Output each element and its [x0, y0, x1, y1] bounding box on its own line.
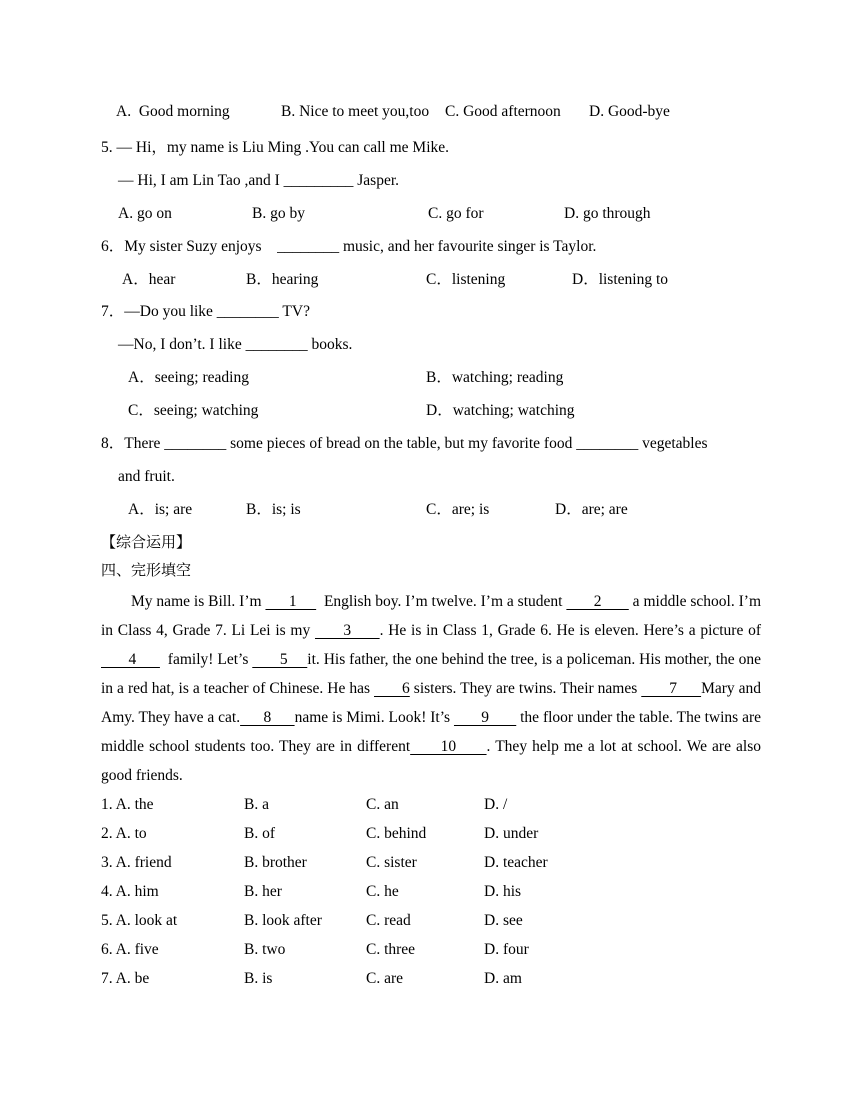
q4-option-a: A. Good morning [116, 103, 230, 120]
passage-text: the floor under the table. The twins are middle school students too. They are in different [101, 709, 762, 755]
passage-text: Mary and Amy. They have a cat. [101, 680, 762, 726]
q7-option-a: A．seeing; reading [128, 369, 249, 386]
blank-2: 2 [566, 593, 629, 610]
q7-line-2: —No, I don’t. I like ________ books. [118, 336, 353, 353]
q8-option-c: C．are; is [426, 501, 490, 518]
cloze-5-option-b: B. look after [244, 912, 322, 929]
q8-option-b: B．is; is [246, 501, 301, 518]
cloze-7-option-d: D. am [484, 970, 522, 987]
q5-option-b: B. go by [252, 205, 305, 222]
cloze-2-option-a: 2. A. to [101, 825, 147, 842]
cloze-4-option-c: C. he [366, 883, 399, 900]
cloze-2-option-b: B. of [244, 825, 275, 842]
cloze-7-option-b: B. is [244, 970, 273, 987]
blank-6: 6 [374, 680, 410, 697]
cloze-1-option-c: C. an [366, 796, 399, 813]
passage-text: name is Mimi. Look! It’s [294, 709, 454, 726]
passage-text: . They help me a lot at school. We are also good friends. [101, 738, 761, 784]
blank-8: 8 [240, 709, 295, 726]
q5-line-2: — Hi, I am Lin Tao ,and I _________ Jasper. [118, 172, 400, 189]
passage-text: sisters. They are twins. Their names [409, 680, 642, 697]
passage-text: it. His father, the one behind the tree, is a policeman. His mother, the one in a red hat, is a teacher of Chinese. He has [101, 651, 761, 697]
cloze-6-option-c: C. three [366, 941, 416, 958]
cloze-5-option-d: D. see [484, 912, 523, 929]
cloze-2-option-d: D. under [484, 825, 539, 842]
blank-10: 10 [410, 738, 487, 755]
blank-9: 9 [453, 709, 517, 726]
cloze-6-option-b: B. two [244, 941, 286, 958]
q5-line-1: 5. — Hi，my name is Liu Ming .You can call me Mike. [101, 139, 450, 156]
cloze-1-option-b: B. a [244, 796, 269, 813]
cloze-6-option-d: D. four [484, 941, 529, 958]
q4-option-b: B. Nice to meet you,too [281, 103, 430, 120]
q6-option-a: A．hear [122, 271, 176, 288]
q6-option-b: B．hearing [246, 271, 319, 288]
q8-option-a: A．is; are [128, 501, 193, 518]
cloze-3-option-b: B. brother [244, 854, 307, 871]
cloze-passage [101, 587, 761, 790]
blank-4: 4 [101, 651, 160, 668]
cloze-7-option-c: C. are [366, 970, 404, 987]
cloze-1-option-d: D. / [484, 796, 508, 813]
cloze-6-option-a: 6. A. five [101, 941, 159, 958]
passage-text: family! Let’s [159, 651, 253, 668]
section-title: 【综合运用】 [101, 533, 192, 551]
cloze-5-option-c: C. read [366, 912, 411, 929]
blank-1: 1 [265, 593, 317, 610]
cloze-4-option-d: D. his [484, 883, 522, 900]
q7-option-b: B．watching; reading [426, 369, 564, 386]
q8-line-2: and fruit. [118, 468, 175, 485]
cloze-3-option-c: C. sister [366, 854, 417, 871]
q6-option-c: C．listening [426, 271, 506, 288]
cloze-1-option-a: 1. A. the [101, 796, 154, 813]
cloze-4-option-b: B. her [244, 883, 282, 900]
q5-option-a: A. go on [118, 205, 172, 222]
blank-3: 3 [314, 622, 380, 639]
q7-option-d: D．watching; watching [426, 402, 575, 419]
cloze-3-option-d: D. teacher [484, 854, 548, 871]
passage-text: English boy. I’m twelve. I’m a student [316, 593, 567, 610]
blank-7: 7 [641, 680, 702, 697]
cloze-2-option-c: C. behind [366, 825, 427, 842]
cloze-3-option-a: 3. A. friend [101, 854, 172, 871]
q7-option-c: C．seeing; watching [128, 402, 259, 419]
q5-option-d: D. go through [564, 205, 651, 222]
passage-text: My name is Bill. I’m [131, 593, 266, 610]
passage-text: a middle school. I’m in Class 4, Grade 7. Li Lei is my [101, 593, 762, 639]
q8-option-d: D．are; are [555, 501, 628, 518]
cloze-7-option-a: 7. A. be [101, 970, 150, 987]
cloze-4-option-a: 4. A. him [101, 883, 159, 900]
q4-option-d: D. Good-bye [589, 103, 670, 120]
q7-line-1: 7．—Do you like ________ TV? [101, 303, 310, 320]
q6-option-d: D．listening to [572, 271, 669, 288]
q5-option-c: C. go for [428, 205, 484, 222]
section-subtitle: 四、完形填空 [101, 561, 192, 579]
q4-option-c: C. Good afternoon [445, 103, 561, 120]
cloze-5-option-a: 5. A. look at [101, 912, 178, 929]
blank-5: 5 [252, 651, 308, 668]
q6-line-1: 6．My sister Suzy enjoys ________ music, and her favourite singer is Taylor. [101, 238, 597, 255]
passage-text: . He is in Class 1, Grade 6. He is eleven. Here’s a picture of [379, 622, 762, 639]
q8-line-1: 8．There ________ some pieces of bread on the table, but my favorite food ________ vegetables [101, 435, 708, 452]
